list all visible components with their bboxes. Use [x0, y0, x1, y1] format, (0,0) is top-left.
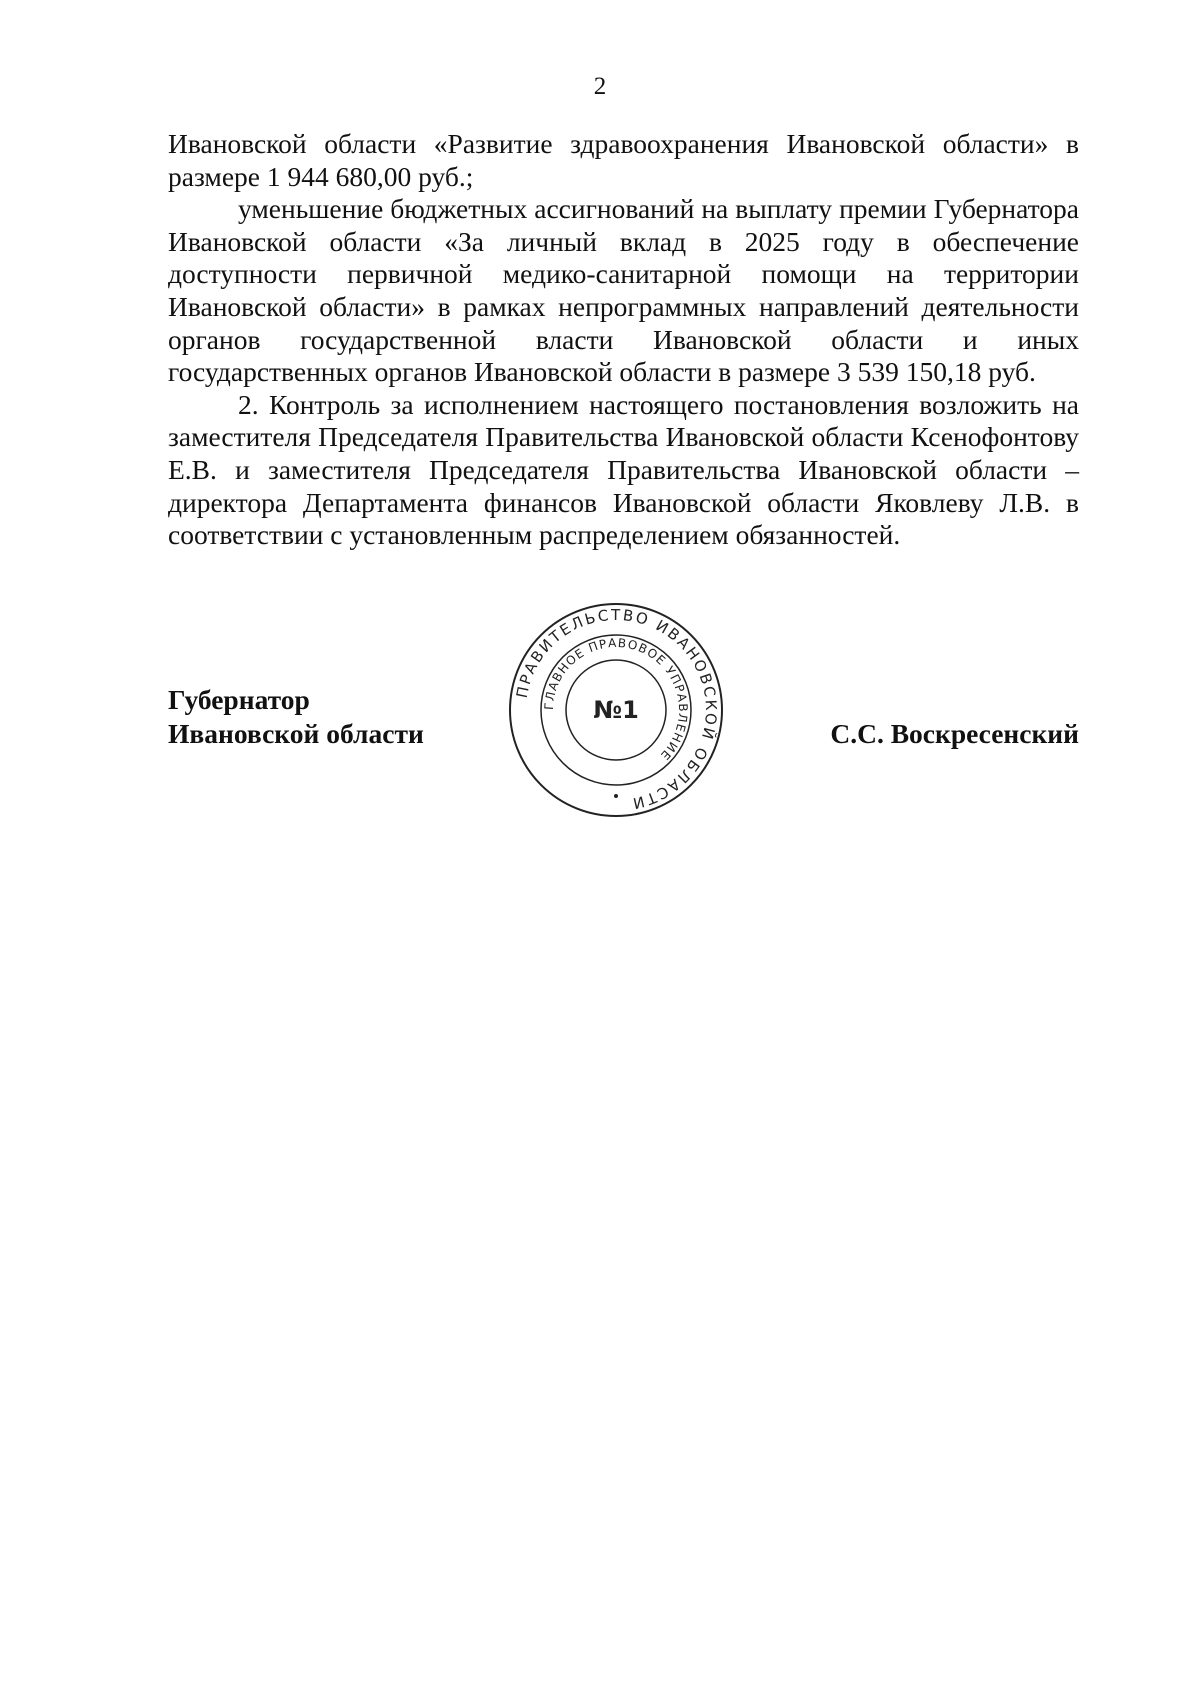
signatory-name: С.С. Воскресенский [830, 718, 1079, 749]
stamp-center-text: №1 [593, 696, 639, 724]
stamp-outer-text: ПРАВИТЕЛЬСТВО ИВАНОВСКОЙ ОБЛАСТИ [512, 605, 721, 813]
document-body [168, 128, 1079, 552]
signatory-position-line1: Губернатор [168, 684, 310, 715]
paragraph-continuation: Ивановской области «Развитие здравоохранения Ивановской области» в размере 1 944 680,00 руб.; [168, 128, 1079, 192]
stamp-inner-text: ГЛАВНОЕ ПРАВОВОЕ УПРАВЛЕНИЕ [541, 635, 691, 764]
signatory-position [168, 683, 424, 751]
paragraph-control: 2. Контроль за исполнением настоящего постановления возложить на заместителя Председателя Правительства Ивановской области Ксенофонтову Е.В. и заместителя Председателя Правительства Ивановской области – директора Департамента финансов Ивановской области Яковлеву Л.В. в соответствии с установленным распределением обязанностей. [168, 388, 1079, 551]
official-stamp [506, 600, 726, 820]
paragraph-budget-reduction: уменьшение бюджетных ассигнований на выплату премии Губернатора Ивановской области «За личный вклад в 2025 году в обеспечение доступности первичной медико-санитарной помощи на территории Ивановской области» в рамках непрограммных направлений деятельности органов государственной власти Ивановской области и иных государственных органов Ивановской области в размере 3 539 150,18 руб. [168, 193, 1079, 388]
signatory-position-line2: Ивановской области [168, 718, 424, 749]
page-number: 2 [593, 73, 607, 100]
